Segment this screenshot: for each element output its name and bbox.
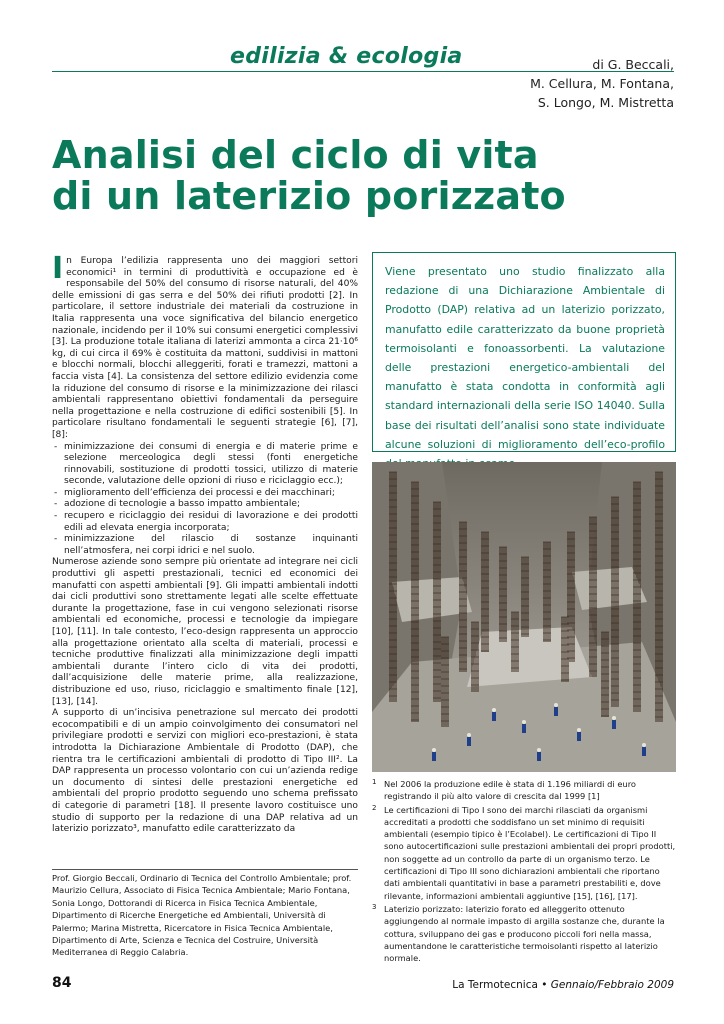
worker-figure [642,743,646,756]
worker-figure [522,720,526,733]
strategy-list [52,442,358,558]
worker-figure [492,708,496,721]
title-line: di un laterizio porizzato [52,174,566,218]
article-title [52,135,682,217]
worker-figure [577,728,581,741]
worker-figure [554,703,558,716]
author-line: M. Cellura, M. Fontana, [530,76,674,91]
construction-site-photo [372,462,676,772]
affiliation-rule [52,869,358,870]
footnote-number: 3 [372,902,377,911]
paragraph-ecodesign: Numerose aziende sono sempre più orientate ad integrare nei cicli produttivi gli aspetti prestazionali, tecnici ed economici dei manufatti con aspetti ambientali [9]. Gli impatti ambientali indotti dai cicli produttivi sono strettamente legati alle scelte effettuate durante la progettazione, fase in cui vengono selezionati risorse ambientali ed economiche, processi e tecnologie da impiegare [10], [11]. In tale contesto, l’eco-design rappresenta un approccio alla progettazione orientato alla scelta di materiali, processi e tecniche produttive finalizzati alla minimizzazione degli impatti ambientali durante l’intero ciclo di vita dei prodotti, dall’acquisizione delle materie prime, alla realizzazione, distribuzione ed uso, riuso, riciclaggio e smaltimento finale [12], [13], [14]. [52,557,358,707]
paragraph-intro [52,251,358,442]
author-line: S. Longo, M. Mistretta [537,95,674,110]
footnote [372,903,678,964]
page-number: 84 [52,975,72,991]
section-label: edilizia & ecologia [230,44,463,69]
body-column [52,251,358,836]
footnotes [372,778,678,965]
footnote [372,778,678,803]
worker-figure [537,748,541,761]
journal-name: La Termotecnica • [452,979,548,991]
footnote-number: 1 [372,778,377,786]
authors [530,55,674,112]
journal-footer [452,979,674,991]
journal-issue: Gennaio/Febbraio 2009 [550,979,674,991]
list-item: - minimizzazione del rilascio di sostanze inquinanti nell’atmosfera, nei corpi idrici e nel suolo. [52,534,358,557]
author-line: di G. Beccali, [592,57,674,72]
worker-figure [467,733,471,746]
footnote-text: Nel 2006 la produzione edile è stata di 1.196 miliardi di euro registrando il più alto valore di crescita dal 1999 [1] [384,779,636,802]
footnote-text: Le certificazioni di Tipo I sono dei marchi rilasciati da organismi accreditati a prodotti che soddisfano un set minimo di requisiti ambientali (esempio tipico è l’Ecolabel). Le certificazioni di Tipo II sono autocertificazioni sulle prestazioni ambientali dei propri prodotti, non soggette ad un controllo da parte di un organismo terzo. Le certificazioni di Tipo III sono dichiarazioni ambientali che riportano dati ambientali quantitativi in base a parametri prestabiliti e, dove rilevante, informazioni ambientali aggiuntive [15], [16], [17]. [384,804,676,901]
worker-figure [612,716,616,729]
list-item: - recupero e riciclaggio dei residui di lavorazione e dei prodotti edili ad elevata energia incorporata; [52,511,358,534]
list-item: - miglioramento dell’efficienza dei processi e dei macchinari; [52,488,358,500]
worker-figure [432,748,436,761]
footnote-number: 2 [372,803,377,812]
drop-cap: I [52,251,64,286]
abstract-box: Viene presentato uno studio finalizzato alla redazione di una Dichiarazione Ambientale di Prodotto (DAP) relativa ad un laterizio porizzato, manufatto edile caratterizzato da buone proprietà termoisolanti e fonoassorbenti. La valutazione delle prestazioni energetico-ambientali del manufatto è stata condotta in conformità agli standard internazionali della serie ISO 14040. Sulla base dei risultati dell’analisi sono state individuate alcune soluzioni di miglioramento dell’eco-profilo [372,252,676,452]
title-line: Analisi del ciclo di vita [52,133,539,177]
paragraph-text: n Europa l’edilizia rappresenta uno dei maggiori settori economici¹ in termini di produttività e occupazione ed è responsabile del 50% del consumo di risorse naturali, del 40% delle emissioni di gas serra e del 50% dei rifiuti prodotti [2]. In particolare, il settore industriale dei materiali da costruzione in Italia rappresenta una voce significativa del bilancio energetico nazionale, incidendo per il 10% sui consumi energetici complessivi [3]. La produzione totale italiana di laterizi ammonta a circa 21·10⁶ kg, di cui circa il 69% è costituita da mattoni, suddivisi in mattoni e blocchi normali, blocchi alleggeriti, forati e tramezzi, mattoni a faccia vista [4]. La consistenza del settore edilizio evidenzia come la riduzione del consumo di risorse e la minimizzazione dei rilasci ambientali rappresentano obiettivi fondamentali da perseguire nella progettazione e nella costruzione di edifici sostenibili [5]. In particolare risultano fondamentali le seguenti strategie [6], [7], [8]: [52,256,358,440]
list-item: - adozione di tecnologie a basso impatto ambientale; [52,499,358,511]
footnote [372,804,678,902]
footnote-text: Laterizio porizzato: laterizio forato ed alleggerito ottenuto aggiungendo al normale impasto di argilla sostanze che, durante la cottura, sviluppano dei gas e producono piccoli fori nella massa, aumentandone le caratteristiche termoisolanti rispetto al laterizio normale. [384,903,665,964]
list-item: - minimizzazione dei consumi di energia e di materie prime e selezione merceologica degli stessi (fonti energetiche rinnovabili, sostituzione di prodotti tossici, utilizzo di materie seconde, valutazione delle opzioni di riuso e riciclaggio ecc.); [52,442,358,488]
paragraph-dap: A supporto di un’incisiva penetrazione sul mercato dei prodotti ecocompatibili e di un ampio coinvolgimento dei consumatori nel privilegiare prodotti e servizi con migliori eco-prestazioni, è stata introdotta la Dichiarazione Ambientale di Prodotto (DAP), che rientra tra le certificazioni ambientali di prodotto di Tipo III². La DAP rappresenta un processo volontario con cui un’azienda redige un documento di sintesi delle prestazioni energetiche ed ambientali del proprio prodotto seguendo uno schema prefissato di categorie di parametri [18]. Il presente lavoro costituisce uno studio di supporto per la redazione di una DAP relativa ad un laterizio porizzato³, manufatto edile caratterizzato da [52,708,358,835]
author-affiliations: Prof. Giorgio Beccali, Ordinario di Tecnica del Controllo Ambientale; prof. Maurizio Cellura, Associato di Fisica Tecnica Ambientale; Mario Fontana, Sonia Longo, Dottorandi di Ricerca in Fisica Tecnica Ambientale, Dipartimento di Ricerche Energetiche ed Ambientali, Università di Palermo; Marina Mistretta, Ricercatore in Fisica Tecnica Ambientale, Dipartimento di Arte, Scienza e Tecnica del Costruire, Università Mediterranea di Reggio Calabria. [52,873,352,958]
construction-site-illustration [372,462,676,772]
